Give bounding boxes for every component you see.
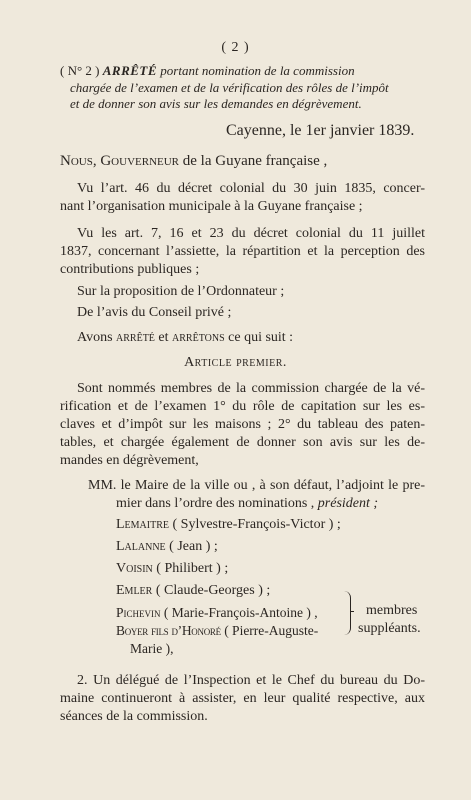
- avons-prefix: Avons: [77, 330, 113, 345]
- considerant-line-1: Vu l’art. 46 du décret colonial du 30 juin 1835, concer-: [77, 181, 425, 196]
- maire-line-1: MM. le Maire de la ville ou , à son défaut, l’adjoint le pre-: [88, 478, 425, 493]
- member-detail: ( Pierre-Auguste-: [224, 623, 319, 638]
- considerant-line-2: nant l’organisation municipale à la Guyane française ;: [60, 199, 363, 214]
- considerant-line-7: De l’avis du Conseil privé ;: [77, 305, 232, 320]
- arrete-heading-line-2: chargée de l’examen et de la vérification des rôles de l’impôt: [70, 80, 389, 95]
- arrete-label: ARRÊTÉ: [102, 63, 158, 78]
- avons-suffix: ce qui suit :: [228, 330, 294, 345]
- member-detail: ( Philibert ) ;: [156, 561, 229, 576]
- member-voisin: [116, 561, 228, 577]
- gouverneur-word: Gouverneur: [100, 153, 180, 169]
- arrete-heading-line-3: et de donner son avis sur les demandes en dégrèvement.: [70, 96, 362, 111]
- member-detail: ( Claude-Georges ) ;: [155, 583, 271, 598]
- et-word: et: [158, 330, 169, 345]
- member-detail: ( Sylvestre-François-Victor ) ;: [172, 517, 341, 532]
- arrete-number: ( N° 2 ): [60, 63, 100, 78]
- article-1-line-1: Sont nommés membres de la commission chargée de la vé-: [77, 381, 425, 396]
- suppleant-pichevin: [116, 605, 318, 621]
- member-name: Lemaitre: [116, 517, 169, 532]
- governor-rest: de la Guyane française ,: [182, 153, 328, 169]
- page-number: ( 2 ): [221, 40, 250, 55]
- arrete-heading-line-1: [60, 63, 355, 79]
- article-2-line-1: 2. Un délégué de l’Inspection et le Chef du bureau du Do-: [77, 673, 425, 688]
- suppleant-boyer: [116, 623, 318, 639]
- arrete-title-1: portant nomination de la commission: [160, 63, 355, 78]
- arretons-word: arrêtons: [172, 330, 225, 345]
- maire-line-2: [116, 496, 378, 512]
- article-1-line-4: tables, et chargée également de donner son avis sur les de-: [60, 435, 425, 450]
- suppleant-boyer-cont: Marie ),: [130, 641, 174, 656]
- member-name: Voisin: [116, 561, 153, 576]
- member-name: Pichevin: [116, 605, 161, 620]
- arrete-word: arrêté: [116, 330, 155, 345]
- place-date: Cayenne, le 1er janvier 1839.: [226, 122, 415, 139]
- article-2-line-2: maine continueront à assister, en leur qualité respective, aux: [60, 691, 425, 706]
- suppleants-label-2: suppléants.: [358, 621, 421, 636]
- considerant-line-6: Sur la proposition de l’Ordonnateur ;: [77, 284, 285, 299]
- president-word: président ;: [317, 496, 379, 511]
- considerant-line-4: 1837, concernant l’assiette, la répartition et la perception des: [60, 244, 425, 259]
- article-1-line-3: claves et d’impôt sur les maisons ; 2° du tableau des paten-: [60, 417, 425, 432]
- nous-word: Nous: [60, 153, 93, 169]
- considerant-line-5: contributions publiques ;: [60, 262, 200, 277]
- article-2-line-3: séances de la commission.: [60, 709, 208, 724]
- article-1-line-2: rification et de l’examen 1° du rôle de capitation sur les es-: [60, 399, 425, 414]
- suppleants-label-1: membres: [366, 603, 418, 618]
- member-name: Lalanne: [116, 539, 166, 554]
- member-lalanne: [116, 539, 218, 555]
- avons-line: [77, 330, 293, 346]
- governor-line: Nous, Gouverneur de la Guyane française ,: [60, 153, 328, 169]
- member-detail: ( Jean ) ;: [169, 539, 218, 554]
- considerant-line-3: Vu les art. 7, 16 et 23 du décret colonial du 11 juillet: [77, 226, 425, 241]
- member-lemaitre: [116, 517, 341, 533]
- maire-order: mier dans l’ordre des nominations ,: [116, 496, 315, 511]
- member-detail: ( Marie-François-Antoine ) ,: [163, 605, 318, 620]
- article-1-line-5: mandes en dégrèvement,: [60, 453, 199, 468]
- member-name: Emler: [116, 583, 153, 598]
- brace-mark: [344, 591, 351, 635]
- member-emler: [116, 583, 270, 599]
- article-premier-heading: Article premier.: [184, 355, 287, 370]
- member-name: Boyer fils d’Honoré: [116, 623, 221, 638]
